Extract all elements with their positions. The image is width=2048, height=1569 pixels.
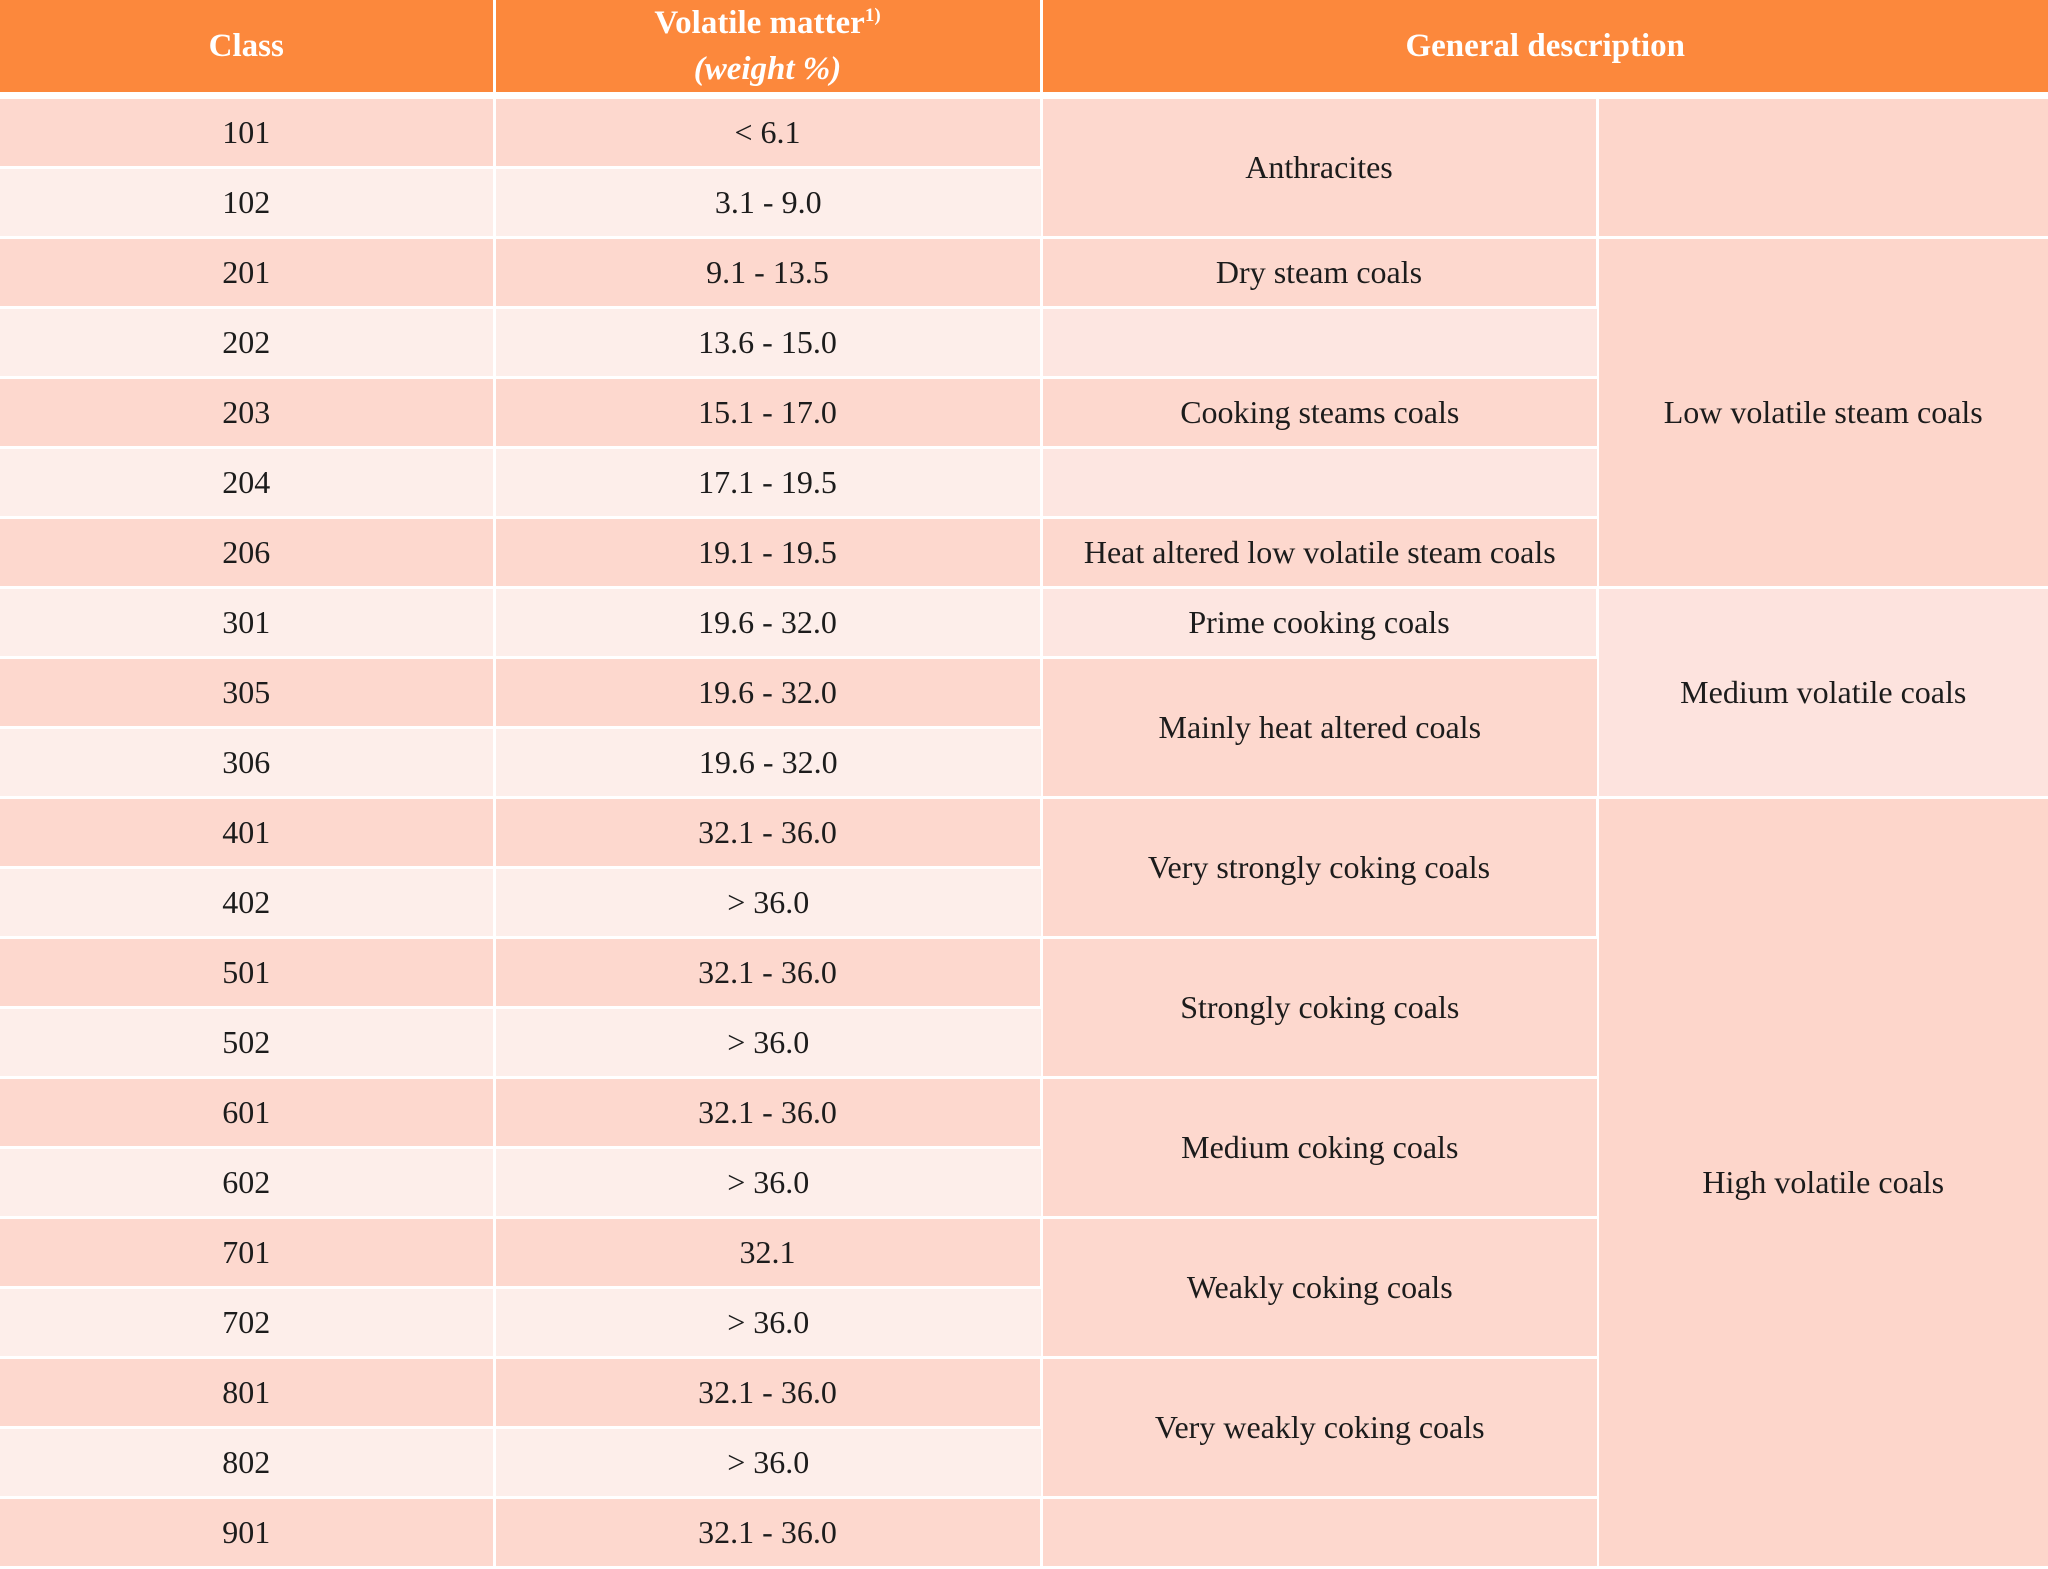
group-low-volatile: Low volatile steam coals bbox=[1597, 238, 2048, 588]
description-weakly-coking: Weakly coking coals bbox=[1041, 1218, 1597, 1358]
class-cell: 204 bbox=[0, 448, 494, 518]
volatile-cell: 19.1 - 19.5 bbox=[494, 518, 1041, 588]
volatile-cell: 3.1 - 9.0 bbox=[494, 168, 1041, 238]
class-cell: 206 bbox=[0, 518, 494, 588]
class-cell: 102 bbox=[0, 168, 494, 238]
group-medium-volatile: Medium volatile coals bbox=[1597, 588, 2048, 798]
class-cell: 602 bbox=[0, 1148, 494, 1218]
table-row bbox=[0, 588, 2048, 658]
description-dry-steam: Dry steam coals bbox=[1041, 238, 1597, 308]
description-anthracites: Anthracites bbox=[1041, 96, 1597, 238]
volatile-cell: 32.1 - 36.0 bbox=[494, 1358, 1041, 1428]
class-cell: 402 bbox=[0, 868, 494, 938]
header-row bbox=[0, 0, 2048, 96]
class-cell: 502 bbox=[0, 1008, 494, 1078]
volatile-cell: 19.6 - 32.0 bbox=[494, 658, 1041, 728]
table-row bbox=[0, 238, 2048, 308]
volatile-cell: 13.6 - 15.0 bbox=[494, 308, 1041, 378]
volatile-cell: 32.1 bbox=[494, 1218, 1041, 1288]
class-cell: 802 bbox=[0, 1428, 494, 1498]
description-prime-cooking: Prime cooking coals bbox=[1041, 588, 1597, 658]
volatile-cell: 17.1 - 19.5 bbox=[494, 448, 1041, 518]
description-mainly-heat-altered: Mainly heat altered coals bbox=[1041, 658, 1597, 798]
volatile-cell: 15.1 - 17.0 bbox=[494, 378, 1041, 448]
volatile-cell: 32.1 - 36.0 bbox=[494, 798, 1041, 868]
volatile-cell: > 36.0 bbox=[494, 1428, 1041, 1498]
header-general-label: General description bbox=[1405, 28, 1686, 64]
class-cell: 201 bbox=[0, 238, 494, 308]
class-cell: 901 bbox=[0, 1498, 494, 1568]
volatile-cell: < 6.1 bbox=[494, 96, 1041, 168]
volatile-cell: > 36.0 bbox=[494, 868, 1041, 938]
class-cell: 601 bbox=[0, 1078, 494, 1148]
description-strongly-coking: Strongly coking coals bbox=[1041, 938, 1597, 1078]
volatile-cell: 32.1 - 36.0 bbox=[494, 1078, 1041, 1148]
class-cell: 203 bbox=[0, 378, 494, 448]
description-very-weakly-coking: Very weakly coking coals bbox=[1041, 1358, 1597, 1498]
volatile-cell: 32.1 - 36.0 bbox=[494, 1498, 1041, 1568]
class-cell: 401 bbox=[0, 798, 494, 868]
header-volatile-footnote: 1) bbox=[864, 5, 881, 26]
table-row bbox=[0, 96, 2048, 168]
header-volatile-label: Volatile matter bbox=[654, 5, 865, 41]
class-cell: 306 bbox=[0, 728, 494, 798]
volatile-cell: 9.1 - 13.5 bbox=[494, 238, 1041, 308]
volatile-cell: > 36.0 bbox=[494, 1148, 1041, 1218]
header-general-description bbox=[1041, 0, 2048, 96]
class-cell: 202 bbox=[0, 308, 494, 378]
header-volatile-matter bbox=[494, 0, 1041, 96]
class-cell: 301 bbox=[0, 588, 494, 658]
class-cell: 701 bbox=[0, 1218, 494, 1288]
description-very-strongly-coking: Very strongly coking coals bbox=[1041, 798, 1597, 938]
header-volatile-unit: (weight %) bbox=[693, 51, 842, 87]
description-cooking-steams: Cooking steams coals bbox=[1041, 378, 1597, 448]
volatile-cell: 32.1 - 36.0 bbox=[494, 938, 1041, 1008]
table-row bbox=[0, 798, 2048, 868]
class-cell: 801 bbox=[0, 1358, 494, 1428]
volatile-cell: > 36.0 bbox=[494, 1288, 1041, 1358]
class-cell: 101 bbox=[0, 96, 494, 168]
class-cell: 702 bbox=[0, 1288, 494, 1358]
header-class-label: Class bbox=[208, 28, 284, 64]
description-medium-coking: Medium coking coals bbox=[1041, 1078, 1597, 1218]
volatile-cell: 19.6 - 32.0 bbox=[494, 588, 1041, 658]
description-blank bbox=[1041, 448, 1597, 518]
header-class bbox=[0, 0, 494, 96]
description-blank bbox=[1041, 308, 1597, 378]
description-heat-altered-low: Heat altered low volatile steam coals bbox=[1041, 518, 1597, 588]
description-blank bbox=[1041, 1498, 1597, 1568]
class-cell: 305 bbox=[0, 658, 494, 728]
group-blank bbox=[1597, 96, 2048, 238]
volatile-cell: > 36.0 bbox=[494, 1008, 1041, 1078]
group-high-volatile: High volatile coals bbox=[1597, 798, 2048, 1568]
volatile-cell: 19.6 - 32.0 bbox=[494, 728, 1041, 798]
class-cell: 501 bbox=[0, 938, 494, 1008]
